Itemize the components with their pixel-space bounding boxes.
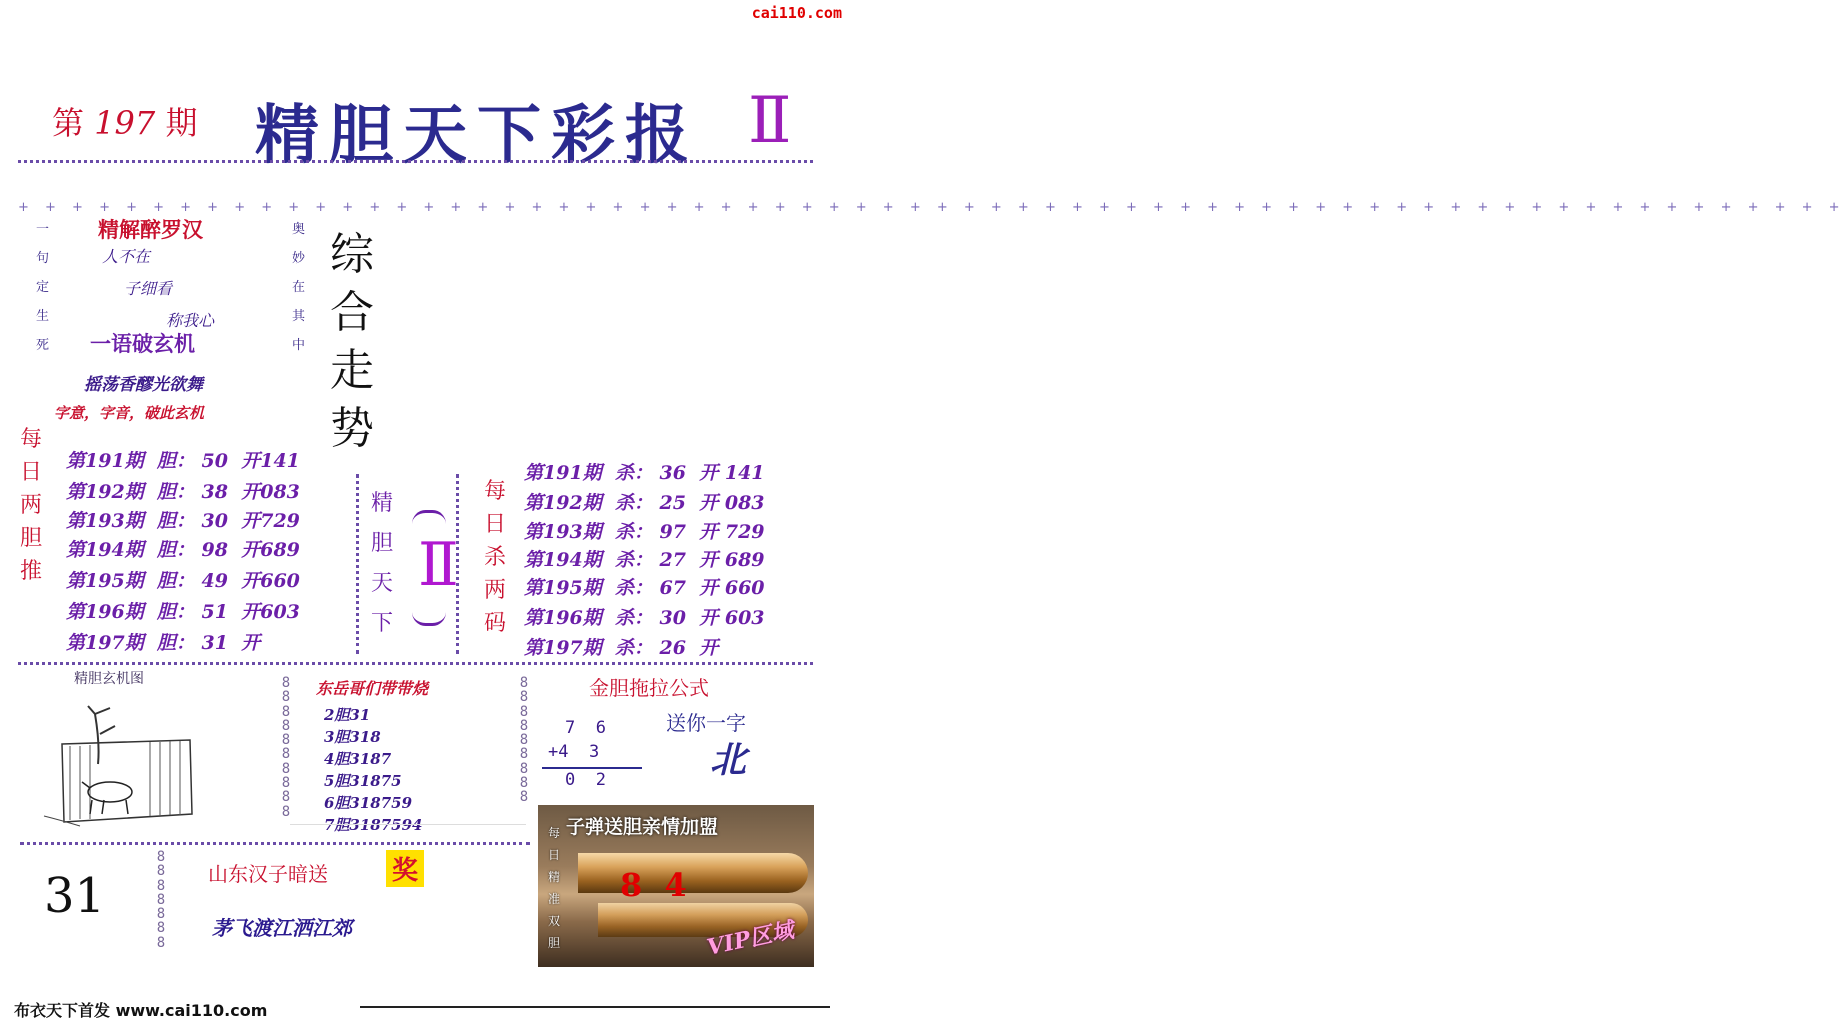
site-badge[interactable]: cai110.com — [751, 4, 842, 22]
trend-char: 综 — [330, 229, 374, 280]
row-kind: 杀： — [614, 577, 653, 599]
shandong-verse: 茅飞渡江洒江郊 — [212, 916, 352, 940]
riddle-right-char: 在 — [292, 280, 306, 295]
center-brand — [371, 484, 393, 644]
vip-tag: VIP区域 — [704, 917, 796, 961]
riddle-left-char: 死 — [36, 338, 50, 353]
daily-dan-label-char: 胆 — [20, 526, 43, 551]
row-kind: 胆： — [156, 481, 195, 503]
daily-dan-list — [66, 446, 300, 659]
dongyue-bottom-border — [290, 824, 526, 825]
bullet-side-char: 双 — [548, 914, 561, 928]
gift-label: 送你一字 — [666, 711, 746, 735]
golden-line-2: +4 3 — [548, 742, 600, 762]
issue-suffix: 期 — [165, 104, 198, 142]
row-result: 开 — [241, 632, 261, 654]
table-row — [66, 506, 300, 535]
daily-kill-label-char: 杀 — [484, 545, 507, 570]
row-result: 开 660 — [699, 577, 765, 599]
dongyue-border-right: 8 8 8 8 8 8 8 8 8 — [519, 675, 529, 806]
row-value: 31 — [201, 632, 228, 654]
row-period: 第191期 — [524, 462, 602, 484]
riddle-right-char: 奥 — [292, 222, 306, 237]
title-roman: Ⅱ — [748, 84, 792, 158]
daily-kill-label-char: 日 — [484, 512, 507, 537]
list-item: 6胆318759 — [324, 794, 413, 812]
daily-dan-label-char: 推 — [20, 559, 43, 584]
center-brand-char: 下 — [371, 611, 394, 636]
row-kind: 胆： — [156, 570, 195, 592]
list-item: 4胆3187 — [324, 750, 392, 768]
issue-number: 197 — [94, 104, 156, 142]
row-period: 第193期 — [524, 521, 602, 543]
bullet-numbers: 8 4 — [620, 866, 687, 904]
dongyue-heading: 东岳哥们带带烧 — [316, 679, 429, 698]
riddle-right-char: 其 — [292, 309, 306, 324]
trend-char: 走 — [330, 345, 374, 396]
golden-heading: 金胆拖拉公式 — [589, 676, 709, 700]
row-value: 38 — [201, 481, 228, 503]
row-value: 36 — [659, 462, 686, 484]
bullet-side-text — [548, 822, 560, 954]
table-row — [66, 535, 300, 566]
dongyue-list — [324, 704, 423, 836]
list-item: 5胆31875 — [324, 772, 402, 790]
daily-kill-label-char: 两 — [484, 578, 507, 603]
row-value: 97 — [659, 521, 686, 543]
row-period: 第194期 — [524, 549, 602, 571]
row-value: 26 — [659, 637, 686, 659]
daily-dan-label-char: 两 — [20, 493, 43, 518]
row-kind: 杀： — [614, 607, 653, 629]
row-period: 第192期 — [66, 481, 144, 503]
daily-kill-list — [524, 458, 765, 663]
list-item: 7胆3187594 — [324, 816, 423, 834]
row-kind: 胆： — [156, 510, 195, 532]
daily-kill-label — [484, 475, 506, 640]
row-kind: 杀： — [614, 492, 653, 514]
riddle-left-char: 句 — [36, 251, 50, 266]
daily-dan-label-char: 日 — [20, 460, 43, 485]
shandong-highlight: 奖 — [386, 850, 424, 887]
footer-text[interactable]: 布衣天下首发 www.cai110.com — [14, 1001, 268, 1020]
list-item: 3胆318 — [324, 728, 381, 746]
row-value: 50 — [201, 450, 228, 472]
gift-char: 北 — [710, 739, 747, 781]
table-row — [66, 477, 300, 506]
row-kind: 杀： — [614, 549, 653, 571]
riddle-heading: 精解醉罗汉 — [98, 218, 203, 242]
daily-kill-label-char: 码 — [484, 611, 507, 636]
row-result: 开660 — [241, 570, 300, 592]
dongyue-border-left: 8 8 8 8 8 8 8 8 8 8 — [281, 675, 291, 820]
row-period: 第195期 — [524, 577, 602, 599]
daily-kill-label-char: 每 — [484, 479, 507, 504]
row-kind: 杀： — [614, 521, 653, 543]
table-row — [66, 628, 300, 659]
row-period: 第195期 — [66, 570, 144, 592]
issue-label — [52, 98, 197, 144]
row-period: 第194期 — [66, 539, 144, 561]
riddle-left-char: 定 — [36, 280, 50, 295]
list-item: 2胆31 — [324, 706, 371, 724]
center-roman: Ⅱ — [418, 530, 459, 600]
row-value: 27 — [659, 549, 686, 571]
row-value: 98 — [201, 539, 228, 561]
mystery-pic-illustration — [40, 704, 200, 834]
mystery-pic-label: 精胆玄机图 — [74, 671, 144, 687]
row-period: 第197期 — [66, 632, 144, 654]
riddle-verse: 摇荡香醪光欲舞 — [84, 375, 203, 395]
center-divider-left — [356, 474, 359, 654]
row-period: 第196期 — [66, 601, 144, 623]
row-result: 开083 — [241, 481, 300, 503]
row-result: 开 603 — [699, 607, 765, 629]
bullet-side-char: 准 — [548, 892, 561, 906]
row-kind: 胆： — [156, 601, 195, 623]
header-divider — [18, 160, 813, 163]
row-result: 开 689 — [699, 549, 765, 571]
row-value: 67 — [659, 577, 686, 599]
bullet-side-char: 每 — [548, 826, 561, 840]
trend-vertical-title — [330, 226, 374, 458]
row-period: 第193期 — [66, 510, 144, 532]
riddle-hint: 字意，字音，破此玄机 — [54, 404, 205, 422]
row-value: 25 — [659, 492, 686, 514]
row-result: 开 141 — [699, 462, 765, 484]
bullet-title: 子弹送胆亲情加盟 — [566, 816, 719, 838]
bullet-side-char: 日 — [548, 848, 561, 862]
riddle-line: 称我心 — [166, 311, 215, 330]
row-period: 第197期 — [524, 637, 602, 659]
shandong-prefix: 山东汉子暗送 — [208, 862, 328, 886]
table-row — [524, 633, 765, 663]
trend-char: 合 — [330, 287, 374, 338]
riddle-left-char: 一 — [36, 222, 50, 237]
sketch-icon — [40, 704, 200, 834]
lower-border-vertical: 8 8 8 8 8 8 8 — [156, 849, 166, 951]
row-value: 49 — [201, 570, 228, 592]
daily-dan-label-char: 每 — [20, 427, 43, 452]
row-result: 开 083 — [699, 492, 765, 514]
riddle-right-char: 中 — [292, 338, 306, 353]
table-row — [524, 573, 765, 603]
daily-dan-label — [20, 423, 42, 588]
row-kind: 杀： — [614, 637, 653, 659]
center-brand-char: 精 — [371, 491, 394, 516]
golden-line-1: 7 6 — [565, 718, 606, 738]
row-result: 开 729 — [699, 521, 765, 543]
table-row — [524, 603, 765, 633]
bullet-side-char: 胆 — [548, 936, 561, 950]
riddle-line: 子细看 — [124, 279, 173, 298]
row-result: 开 — [699, 637, 719, 659]
issue-prefix: 第 — [52, 104, 85, 142]
riddle-left-char: 生 — [36, 309, 50, 324]
riddle-subheading: 一语破玄机 — [90, 332, 195, 356]
row-value: 51 — [201, 601, 228, 623]
row-result: 开729 — [241, 510, 300, 532]
row-period: 第191期 — [66, 450, 144, 472]
page-title: 精胆天下彩报 — [255, 98, 699, 173]
riddle-right-char: 妙 — [292, 251, 306, 266]
row-period: 第192期 — [524, 492, 602, 514]
table-row — [66, 566, 300, 597]
lower-divider — [20, 842, 530, 845]
footer-rule — [360, 1006, 830, 1008]
table-row — [66, 597, 300, 628]
row-result: 开603 — [241, 601, 300, 623]
handwritten-number: 31 — [44, 868, 106, 924]
golden-result: 0 2 — [565, 770, 606, 790]
row-value: 30 — [659, 607, 686, 629]
table-row — [524, 545, 765, 573]
table-row — [66, 446, 300, 477]
riddle-left-vertical — [36, 215, 49, 360]
row-result: 开689 — [241, 539, 300, 561]
row-period: 第196期 — [524, 607, 602, 629]
riddle-line: 人不在 — [102, 247, 151, 266]
row-result: 开141 — [241, 450, 300, 472]
golden-underline — [542, 767, 642, 769]
bullet-icon — [578, 853, 808, 893]
bullet-side-char: 精 — [548, 870, 561, 884]
table-row — [524, 488, 765, 517]
row-kind: 胆： — [156, 539, 195, 561]
row-kind: 胆： — [156, 450, 195, 472]
plus-divider: + + + + + + + + + + + + + + + + + + + + + + + + + + + + + + + + + + + + + + + + + + + + + + + + + + + + + + + + + + + + + + + + + + + + — [18, 200, 1846, 215]
center-brand-char: 天 — [371, 571, 394, 596]
table-row — [524, 458, 765, 488]
row-value: 30 — [201, 510, 228, 532]
row-kind: 杀： — [614, 462, 653, 484]
row-kind: 胆： — [156, 632, 195, 654]
trend-char: 势 — [330, 403, 374, 454]
riddle-right-vertical — [292, 215, 305, 360]
table-row — [524, 517, 765, 545]
middle-divider — [18, 662, 813, 665]
center-brand-char: 胆 — [371, 531, 394, 556]
